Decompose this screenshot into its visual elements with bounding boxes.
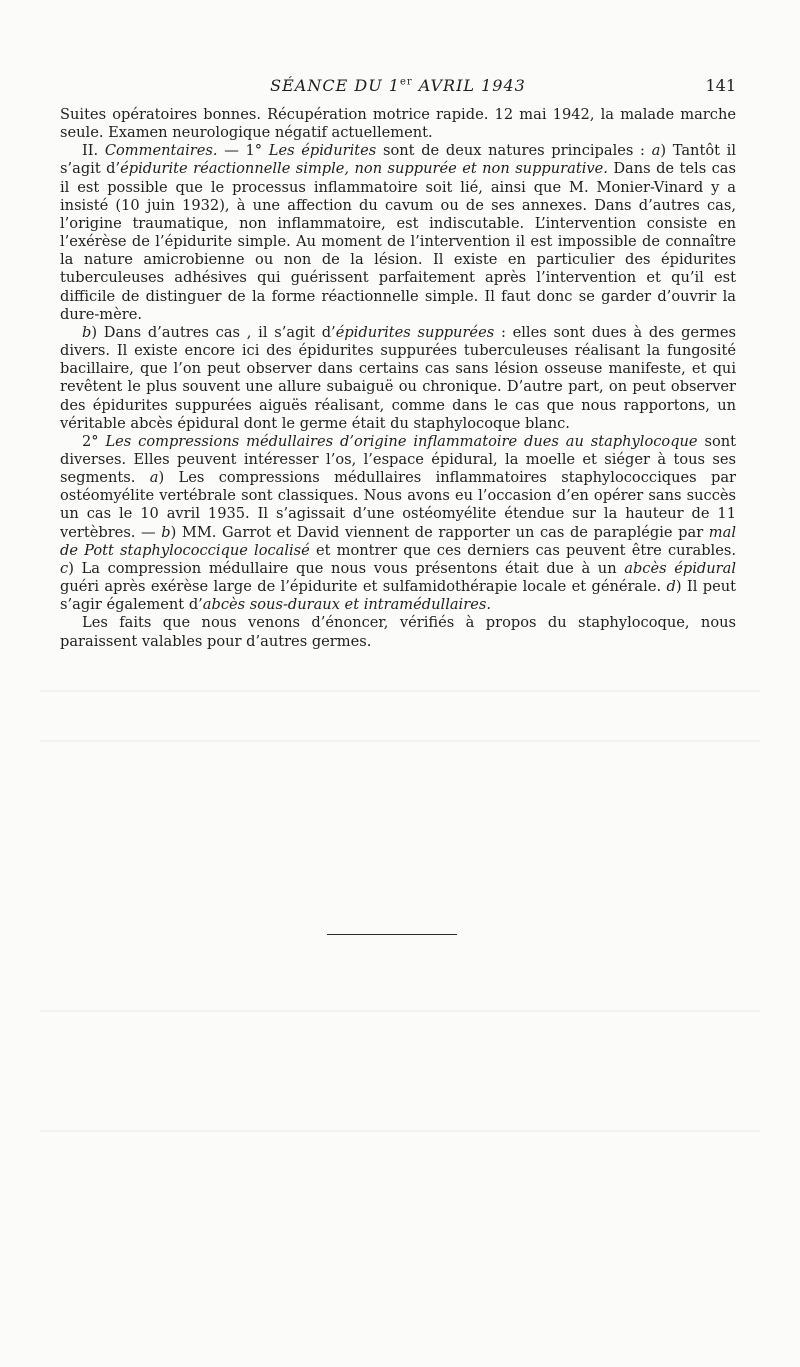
page-number: 141 (705, 76, 736, 95)
running-title-superscript: er (399, 76, 413, 88)
paragraph (60, 106, 736, 142)
italic-text-run: épidurite réactionnelle simple, non suppurée et non suppurative. (120, 160, 608, 178)
text-run: : elles sont dues à des germes divers. Il existe encore ici des épidurites suppurées tuberculeuses réalisant la fungosité bacillaire, que l’on peut observer dans certains cas sans lésion osseuse manifeste, et qui revêtent le plus souvent une allure subaiguë ou chronique. D’autre part, on peut observer des épidurites suppurées aiguës réalisant, comme dans le cas que nous rapportons, un véritable abcès épidural dont le germe était du staphylocoque blanc. (60, 323, 737, 432)
running-title-suffix: AVRIL 1943 (412, 76, 526, 95)
text-run: — 1° (217, 142, 269, 160)
running-title (60, 76, 736, 95)
italic-text-run: abcès sous-duraux et intramédullaires. (202, 596, 491, 614)
running-head (60, 76, 736, 98)
italic-text-run: épidurites suppurées (335, 323, 495, 341)
italic-text-run: Commentaires. (104, 142, 218, 160)
text-run: ) Les compressions médullaires inflammatoires staphylococciques par ostéomyélite vertébrale sont classiques. Nous avons eu l’occasion d’en opérer sans succès un cas le 10 avril 1935. Il s’agissait d’une ostéomyélite étendue sur la hauteur de 11 vertèbres. — (60, 469, 737, 541)
italic-text-run: abcès épidural (624, 559, 736, 577)
text-run: Les faits que nous venons d’énoncer, vérifiés à propos du staphylocoque, nous paraissent valables pour d’autres germes. (60, 614, 736, 650)
text-run: sont diverses. Elles peuvent intéresser l’os, l’espace épidural, la moelle et siéger à tous ses segments. (60, 432, 736, 487)
italic-text-run: mal de Pott staphylococcique localisé (60, 523, 736, 559)
italic-text-run: c (60, 559, 69, 577)
text-run: II. (82, 142, 105, 160)
text-run: Dans de tels cas il est possible que le processus inflammatoire soit lié, ainsi que M. Monier-Vinard y a insisté (10 juin 1932), à une affection du cavum ou de ses annexes. Dans d’autres cas, l’origine traumatique, non inflammatoire, est indiscutable. L’intervention consiste en l’exérèse de l’épidurite simple. Au moment de l’intervention il est impossible de connaître la nature amicrobienne ou non de la lésion. Il existe en particulier des épidurites tuberculeuses adhésives qui guérissent parfaitement après l’intervention et qu’il est difficile de distinguer de la forme réactionnelle simple. Il faut donc se garder d’ouvrir la dure-mère. (60, 160, 736, 323)
text-run: Suites opératoires bonnes. Récupération motrice rapide. 12 mai 1942, la malade marche seule. Examen neurologique négatif actuellement. (60, 106, 736, 142)
italic-text-run: b (82, 323, 92, 341)
paragraph (60, 433, 736, 615)
paragraph (60, 142, 736, 324)
text-run: 2° (82, 432, 106, 450)
text-run: ) Dans d’autres cas , il s’agit d’ (91, 323, 336, 341)
bleed-through (40, 740, 760, 742)
bleed-through (40, 690, 760, 692)
italic-text-run: Les compressions médullaires d’origine inflammatoire dues au staphylocoque (105, 432, 698, 450)
text-run: et montrer que ces derniers cas peuvent être curables. (309, 541, 736, 559)
italic-text-run: d (666, 578, 676, 596)
text-run: sont de deux natures principales : (376, 142, 652, 160)
text-run: ) La compression médullaire que nous vous présentons était due à un (68, 559, 625, 577)
italic-text-run: b (161, 523, 171, 541)
text-run: ) Tantôt il s’agit d’ (60, 142, 736, 178)
section-divider-rule (327, 934, 457, 935)
text-run: ) Il peut s’agir également d’ (60, 578, 736, 614)
text-run: guéri après exérèse large de l’épidurite et sulfamidothérapie locale et générale. (60, 578, 667, 596)
italic-text-run: a (149, 469, 159, 487)
bleed-through (40, 1130, 760, 1132)
italic-text-run: a (651, 142, 661, 160)
italic-text-run: Les épidurites (268, 142, 377, 160)
body-text (60, 106, 736, 651)
bleed-through (40, 1010, 760, 1012)
paragraph (60, 324, 736, 433)
text-run: ) MM. Garrot et David viennent de rapporter un cas de paraplégie par (170, 523, 709, 541)
running-title-prefix: SÉANCE DU 1 (270, 76, 400, 95)
paragraph (60, 614, 736, 650)
